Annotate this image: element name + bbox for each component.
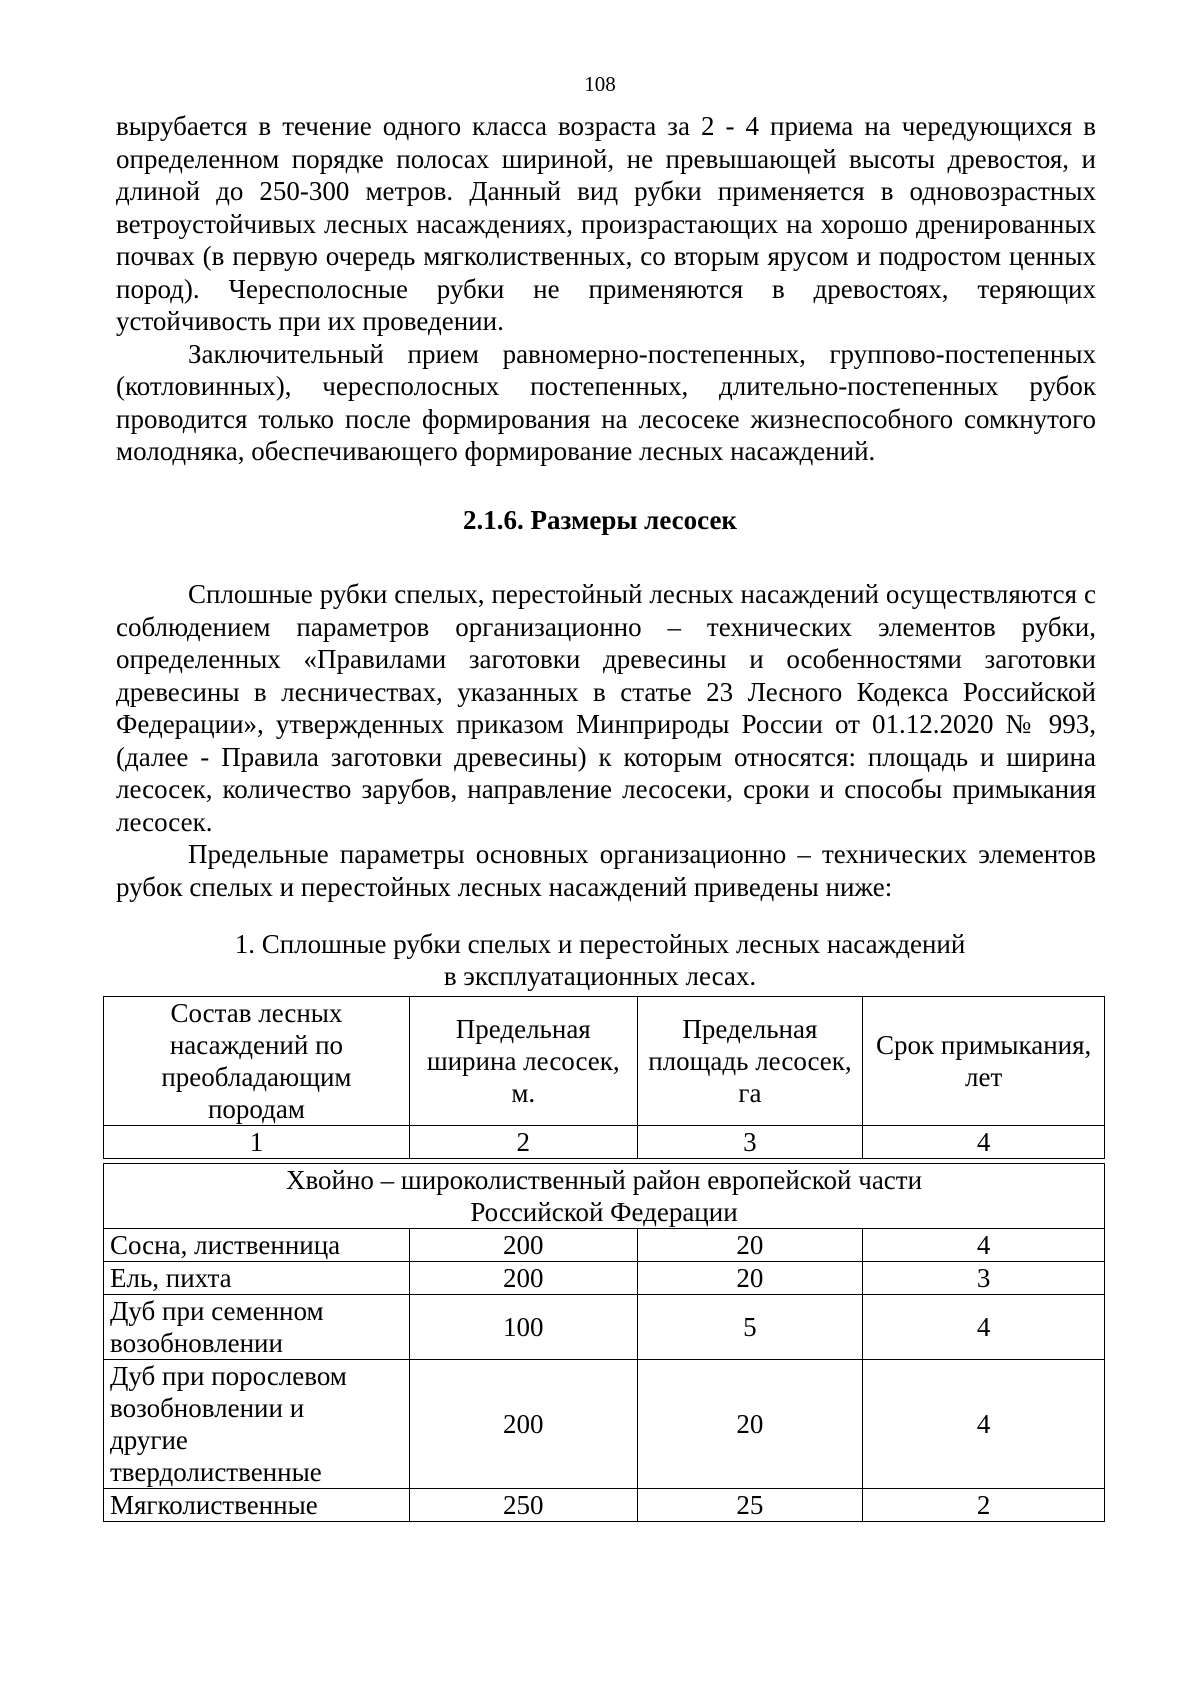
table-row	[104, 1262, 1105, 1295]
header-area: Предельная площадь лесосек, га	[637, 997, 863, 1126]
column-number: 1	[104, 1126, 410, 1159]
species-cell: Дуб при семенном возобновлении	[104, 1295, 410, 1360]
region-row	[104, 1164, 1105, 1229]
header-width: Предельная ширина лесосек, м.	[409, 997, 637, 1126]
header-term: Срок примыкания, лет	[863, 997, 1105, 1126]
table-row	[104, 1229, 1105, 1262]
region-title: Хвойно – широколиственный район европейской части Российской Федерации	[104, 1164, 1105, 1229]
column-number: 2	[409, 1126, 637, 1159]
term-cell: 2	[863, 1489, 1105, 1522]
width-cell: 100	[409, 1295, 637, 1360]
page-number: 108	[584, 72, 616, 96]
table-row	[104, 1489, 1105, 1522]
table-caption-line2: в эксплуатационных лесах.	[443, 961, 757, 991]
species-cell: Дуб при порослевом возобновлении и другие твердолиственные	[104, 1360, 410, 1489]
section-heading: 2.1.6. Размеры лесосек	[463, 505, 737, 535]
species-cell: Мягколиственные	[104, 1489, 410, 1522]
table-row	[104, 1295, 1105, 1360]
area-cell: 25	[637, 1489, 863, 1522]
column-number: 3	[637, 1126, 863, 1159]
area-cell: 20	[637, 1360, 863, 1489]
table-caption-line1: 1. Сплошные рубки спелых и перестойных лесных насаждений	[234, 929, 966, 959]
column-number-row	[104, 1126, 1105, 1159]
term-cell: 4	[863, 1360, 1105, 1489]
paragraph-3: Сплошные рубки спелых, перестойный лесных насаждений осуществляются с соблюдением параметров организационно – технических элементов рубки, определенных «Правилами заготовки древесины и особенностями заготовки древесины в лесничествах, указанных в статье 23 Лесного Кодекса Российской Федерации», утвержденных приказом Минприроды России от 01.12.2020 № 993, (далее - Правила заготовки древесины) к которым относятся: площадь и ширина лесосек, количество зарубов, направление лесосеки, сроки и способы примыкания лесосек.	[116, 579, 1096, 837]
area-cell: 20	[637, 1262, 863, 1295]
paragraph-2: Заключительный прием равномерно-постепенных, группово-постепенных (котловинных), чересполосных постепенных, длительно-постепенных рубок проводится только после формирования на лесосеке жизнеспособного сомкнутого молодняка, обеспечивающего формирование лесных насаждений.	[116, 338, 1096, 466]
species-cell: Ель, пихта	[104, 1262, 410, 1295]
area-cell: 20	[637, 1229, 863, 1262]
width-cell: 250	[409, 1489, 637, 1522]
paragraph-4: Предельные параметры основных организационно – технических элементов рубок спелых и перестойных лесных насаждений приведены ниже:	[116, 839, 1096, 902]
term-cell: 4	[863, 1295, 1105, 1360]
table-header-row	[104, 997, 1105, 1126]
width-cell: 200	[409, 1229, 637, 1262]
species-cell: Сосна, лиственница	[104, 1229, 410, 1262]
table-row	[104, 1360, 1105, 1489]
body-text-bottom	[116, 578, 1096, 903]
paragraph-1: вырубается в течение одного класса возраста за 2 - 4 приема на чередующихся в определенном порядке полосах шириной, не превышающей высоты древостоя, и длиной до 250-300 метров. Данный вид рубки применяется в одновозрастных ветроустойчивых лесных насаждениях, произрастающих на хорошо дренированных почвах (в первую очередь мягколиственных, со вторым ярусом и подростом ценных пород). Чересполосные рубки не применяются в древостоях, теряющих устойчивость при их проведении.	[116, 111, 1096, 336]
cutting-parameters-table	[103, 996, 1105, 1522]
term-cell: 4	[863, 1229, 1105, 1262]
area-cell: 5	[637, 1295, 863, 1360]
term-cell: 3	[863, 1262, 1105, 1295]
width-cell: 200	[409, 1262, 637, 1295]
body-text-top	[116, 110, 1096, 468]
column-number: 4	[863, 1126, 1105, 1159]
header-species: Состав лесных насаждений по преобладающим породам	[104, 997, 410, 1126]
width-cell: 200	[409, 1360, 637, 1489]
